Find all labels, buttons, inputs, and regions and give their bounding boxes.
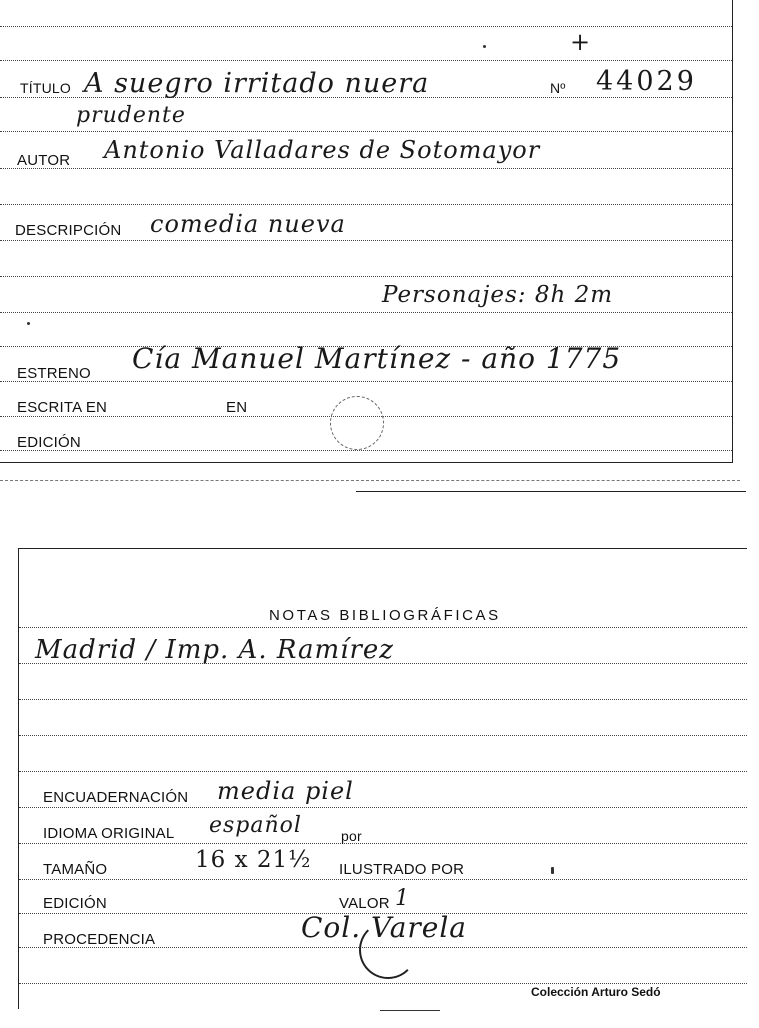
autor-label: AUTOR	[17, 152, 71, 169]
ruled-line	[0, 240, 732, 241]
titulo-label: TÍTULO	[20, 80, 71, 96]
edicion-label: EDICIÓN	[43, 895, 107, 912]
personajes-value: Personajes: 8h 2m	[382, 282, 614, 308]
estreno-value: Cía Manuel Martínez - año 1775	[132, 342, 622, 375]
speck	[551, 867, 554, 874]
ruled-line	[19, 807, 747, 808]
ilustrado-por-label: ILUSTRADO POR	[339, 861, 465, 878]
ruled-line	[19, 879, 747, 880]
ruled-line	[19, 771, 747, 772]
escrita-en-label: ESCRITA EN	[17, 399, 108, 416]
bibliographic-notes-card	[18, 548, 747, 1009]
ruled-line	[0, 60, 732, 61]
card-edge	[356, 491, 746, 492]
speck	[483, 45, 486, 48]
ruled-line	[0, 131, 732, 132]
card-edge	[0, 480, 740, 481]
ruled-line	[0, 312, 732, 313]
idioma-value: español	[209, 813, 302, 838]
titulo-continuation: prudente	[76, 103, 186, 128]
ruled-line	[0, 26, 732, 27]
speck	[27, 322, 30, 325]
catalog-card	[0, 0, 733, 463]
titulo-value: A suegro irritado nuera	[84, 68, 430, 99]
collection-footer: Colección Arturo Sedó	[531, 985, 661, 999]
ruled-line	[0, 204, 732, 205]
valor-label: VALOR	[339, 895, 390, 912]
en-label: EN	[226, 399, 248, 416]
notes-heading: NOTAS BIBLIOGRÁFICAS	[269, 607, 501, 624]
numero-value: 44029	[596, 66, 697, 97]
card-edge	[380, 1010, 440, 1011]
tamano-label: TAMAÑO	[43, 861, 108, 878]
estreno-label: ESTRENO	[17, 365, 91, 382]
ruled-line	[19, 627, 747, 628]
encuadernacion-value: media piel	[217, 777, 354, 805]
library-stamp	[330, 396, 384, 450]
edicion-label: EDICIÓN	[17, 434, 81, 451]
descripcion-value: comedia nueva	[150, 210, 346, 238]
numero-label: Nº	[550, 80, 566, 96]
procedencia-label: PROCEDENCIA	[43, 931, 156, 948]
cross-mark: +	[570, 28, 592, 56]
ruled-line	[0, 381, 732, 382]
ruled-line	[0, 450, 732, 451]
tamano-value: 16 x 21½	[195, 847, 312, 873]
autor-value: Antonio Valladares de Sotomayor	[104, 136, 541, 164]
ruled-line	[19, 983, 747, 984]
ruled-line	[19, 843, 747, 844]
ruled-line	[19, 699, 747, 700]
bibliographic-note: Madrid / Imp. A. Ramírez	[35, 635, 395, 665]
stamp-circle	[359, 921, 417, 979]
por-label: por	[341, 828, 362, 844]
ruled-line	[0, 168, 732, 169]
ruled-line	[19, 735, 747, 736]
encuadernacion-label: ENCUADERNACIÓN	[43, 789, 189, 806]
procedencia-value: Col. Varela	[301, 911, 467, 944]
idioma-label: IDIOMA ORIGINAL	[43, 825, 175, 842]
valor-value: 1	[395, 886, 410, 911]
descripcion-label: DESCRIPCIÓN	[15, 222, 122, 239]
ruled-line	[0, 276, 732, 277]
